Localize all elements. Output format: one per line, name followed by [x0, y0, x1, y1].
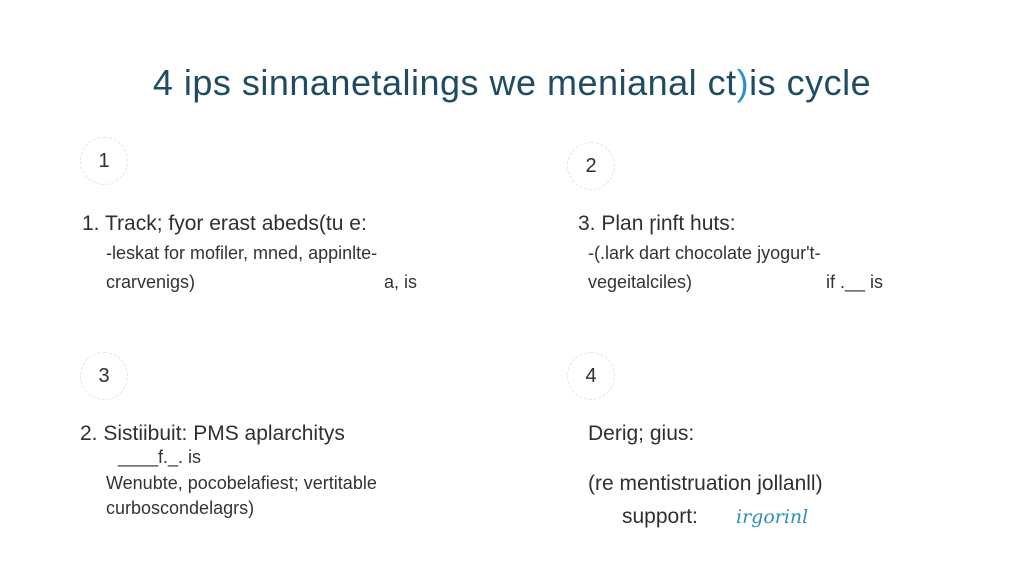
card-3-heading: 2. Sistiibuit: PMS aplarchitys — [80, 422, 345, 445]
card-2-heading: 3. Plan ɼinft huts: — [578, 212, 736, 235]
card-1-line-2: crarvenigs) — [106, 272, 196, 292]
step-badge-4: 4 — [567, 352, 615, 400]
title-end: is cycle — [749, 62, 872, 103]
card-3-line-3: curboscondelagrs) — [106, 498, 255, 518]
card-3-line-1: ____f._. is — [118, 447, 202, 467]
card-1-line-1: -leskat for mofiler, mned, appinlte- — [106, 243, 378, 263]
card-2-line-2-right: if .__ is — [826, 272, 884, 292]
step-badge-3: 3 — [80, 352, 128, 400]
card-1-heading: 1. Track; fyor erast abeds(tu e: — [82, 212, 367, 235]
card-4-line-1: (re mentistruation jollanll) — [588, 472, 823, 495]
step-badge-2: 2 — [567, 142, 615, 190]
card-3-line-2: Wenubte, pocobelafiest; vertitable — [106, 473, 377, 493]
title-accent: ) — [736, 62, 750, 103]
title-main: 4 ips sinnanetalings we menianal ct — [152, 62, 737, 103]
card-4-script-note: irgorinl — [736, 506, 809, 528]
step-badge-1: 1 — [80, 137, 128, 185]
card-4-heading: Derig; gius: — [588, 422, 695, 445]
card-4-line-2: support: — [622, 505, 698, 528]
card-2-line-1: -(.lark dart chocolate jyogur't- — [588, 243, 821, 263]
page-title — [0, 62, 1024, 104]
card-2-line-2: vegeitalciles) — [588, 272, 693, 292]
card-1-line-2-right: a, is — [384, 272, 418, 292]
